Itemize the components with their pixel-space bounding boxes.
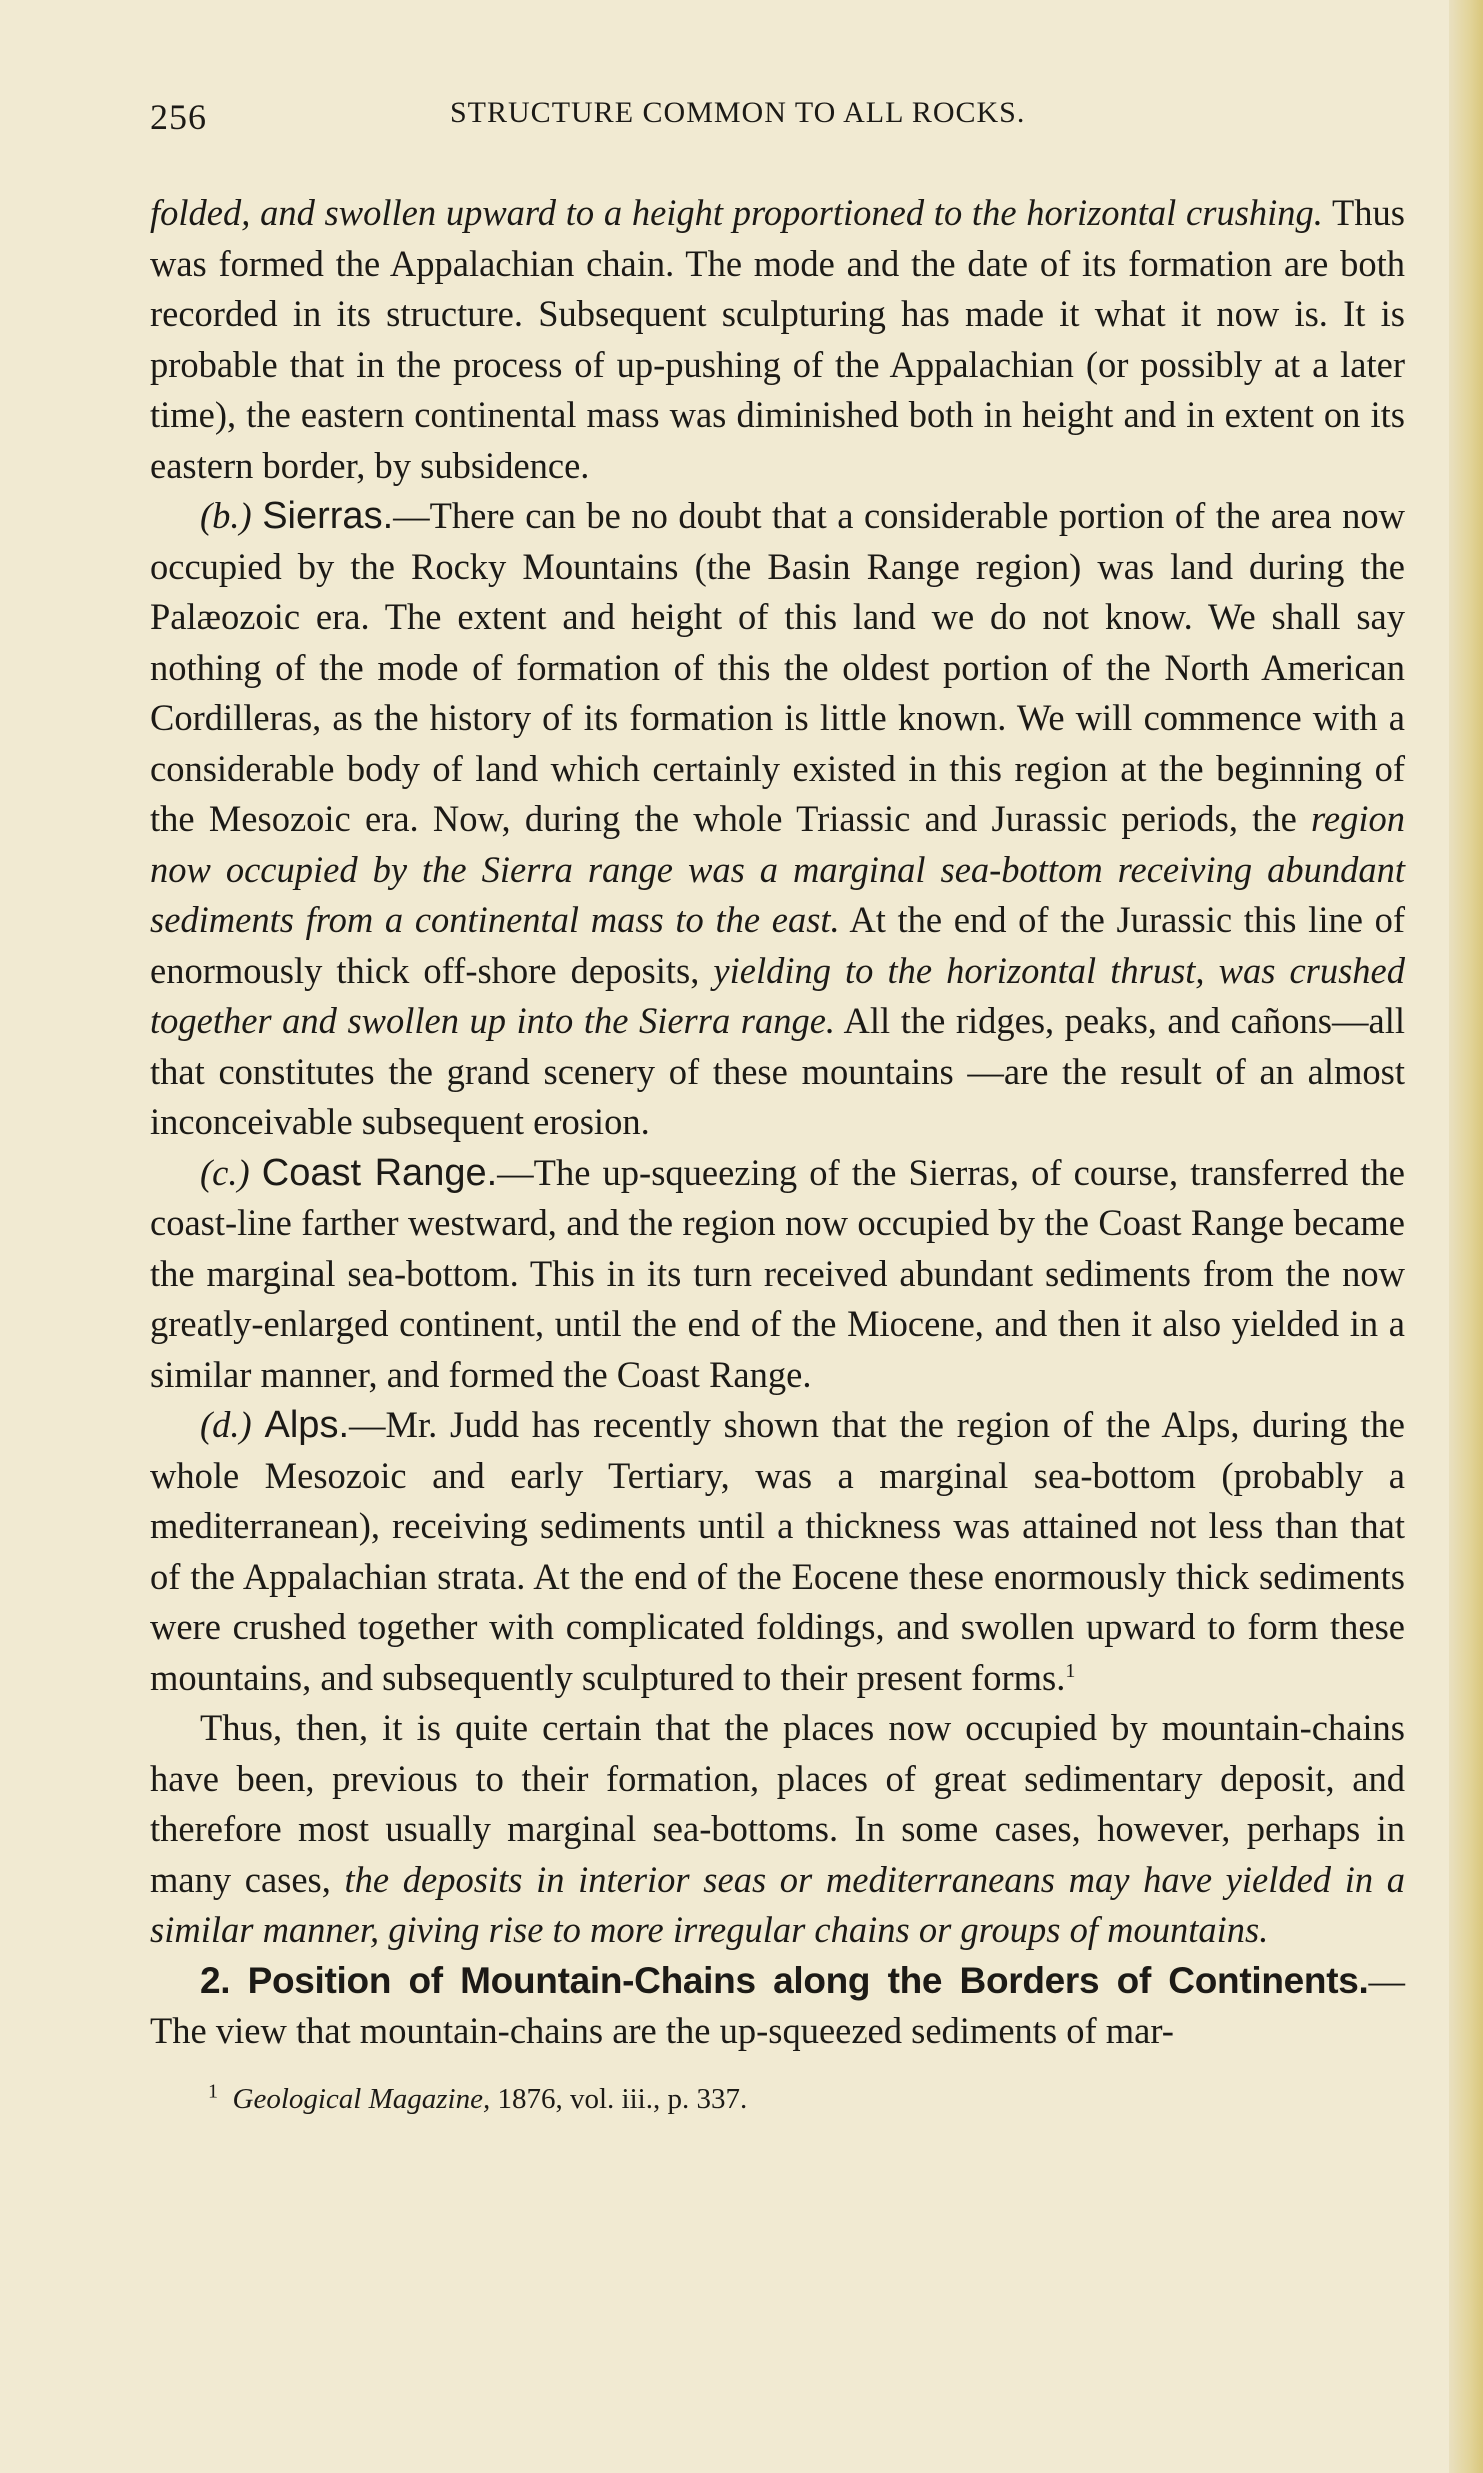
text-run: —The up-squeezing of the Sierras, of course, transferred the coast-line farther westward, and the region now occupied by the Coast Range became the marginal sea-bottom. This in its turn received abundant sediments from the now greatly-enlarged continent, until the end of the Miocene, and then it also yielded in a similar manner, and formed the Coast Range. bbox=[150, 1151, 1405, 1395]
page-number: 256 bbox=[150, 97, 207, 137]
text-run: —There can be no doubt that a considerable portion of the area now occupied by the Rocky Mountains (the Basin Range region) was land during the Palæozoic era. The extent and height of this land we do not know. We shall say nothing of the mode of formation of this the oldest portion of the North American Cordilleras, as the history of its formation is little known. We will commence with a considerable body of land which certainly existed in this region at the beginning of the Mesozoic era. Now, during the whole Triassic and Jurassic periods, the bbox=[150, 495, 1405, 839]
item-label: (c.) bbox=[200, 1151, 250, 1193]
italic-text: the deposits in interior seas or mediterraneans may have yielded in a similar manner, giving rise to more irregular chains or groups of mountains. bbox=[150, 1858, 1405, 1950]
text-run: —Mr. Judd has recently shown that the region of the Alps, during the whole Mesozoic and early Tertiary, was a marginal sea-bottom (probably a mediterranean), receiving sediments until a thickness was attained not less than that of the Appalachian strata. At the end of the Eocene these enormously thick sediments were crushed together with complicated foldings, and swollen upward to form these mountains, and subsequently sculptured to their present forms. bbox=[150, 1404, 1406, 1698]
italic-text: folded, and swollen upward to a height proportioned to the horizontal crushing. bbox=[150, 192, 1323, 233]
text-run: — The view that mountain-chains are the up-squeezed sediments of mar- bbox=[150, 1959, 1405, 2051]
running-title: STRUCTURE COMMON TO ALL ROCKS. bbox=[450, 96, 1026, 129]
footnote bbox=[150, 2079, 1405, 2119]
section-heading-sierras: Sierras. bbox=[262, 495, 394, 537]
paragraph-coast-range bbox=[150, 1148, 1405, 1401]
footnote-marker: 1 bbox=[208, 2079, 218, 2102]
body-text bbox=[150, 188, 1405, 2057]
text-run: At the end of the Jurassic this line of enormously thick off-shore deposits, bbox=[150, 899, 1405, 991]
paragraph-position bbox=[150, 1956, 1405, 2057]
italic-text: yielding to the horizontal thrust, was crushed together and swollen up into the Sierra range. bbox=[150, 949, 1405, 1041]
page-edge bbox=[1449, 0, 1483, 2473]
paragraph-appalachian bbox=[150, 188, 1405, 491]
text-run: All the ridges, peaks, and cañons—all that constitutes the grand scenery of these mountains —are the result of an almost inconceivable subsequent erosion. bbox=[150, 1000, 1405, 1142]
section-heading-coast-range: Coast Range. bbox=[261, 1151, 498, 1194]
paragraph-alps bbox=[150, 1400, 1405, 1703]
section-heading-alps: Alps. bbox=[264, 1404, 349, 1446]
section-heading-position: 2. Position of Mountain-Chains along the Borders of Continents. bbox=[200, 1959, 1369, 2001]
paragraph-conclusion bbox=[150, 1703, 1405, 1956]
paragraph-sierras bbox=[150, 491, 1405, 1148]
text-run: Thus, then, it is quite certain that the places now occupied by mountain-chains have been, previous to their formation, places of great sedimentary deposit, and therefore most usually marginal sea-bottoms. In some cases, however, perhaps in many cases, bbox=[150, 1707, 1405, 1900]
item-label: (b.) bbox=[200, 495, 252, 536]
text-run: Thus was formed the Appalachian chain. The mode and the date of its formation are both recorded in its structure. Subsequent sculpturing has made it what it now is. It is probable that in the process of up-pushing of the Appalachian (or possibly at a later time), the eastern continental mass was diminished both in height and in extent on its eastern border, by subsidence. bbox=[150, 192, 1406, 486]
running-head bbox=[150, 88, 1405, 148]
italic-text: region now occupied by the Sierra range was a marginal sea-bottom receiving abundant sediments from a continental mass to the east. bbox=[150, 798, 1405, 940]
item-label: (d.) bbox=[200, 1404, 252, 1445]
footnote-details: 1876, vol. iii., p. 337. bbox=[490, 2082, 748, 2115]
footnote-source: Geological Magazine, bbox=[232, 2082, 491, 2115]
book-page bbox=[150, 88, 1405, 2119]
footnote-reference: 1 bbox=[1065, 1659, 1076, 1682]
